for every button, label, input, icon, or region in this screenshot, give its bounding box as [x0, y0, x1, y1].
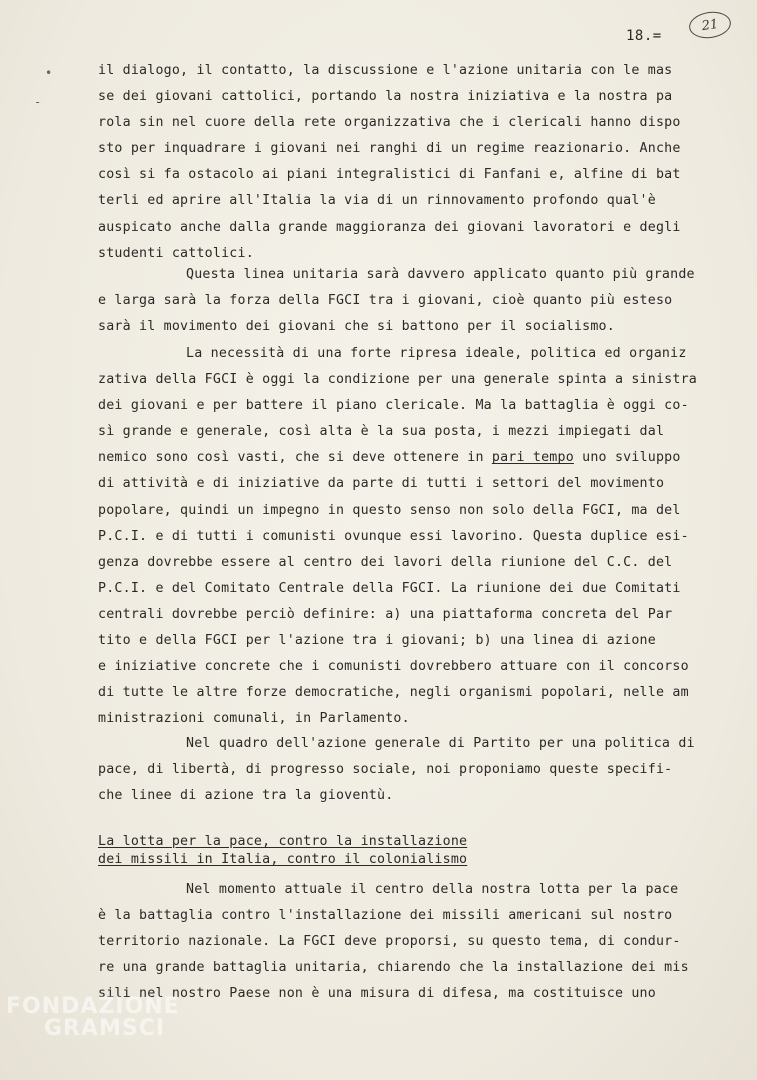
margin-mark: -	[34, 95, 42, 109]
margin-mark: •	[45, 66, 53, 80]
text-line: di tutte le altre forze democratiche, negli organismi popolari, nelle am	[98, 685, 689, 701]
text-line: di attività e di iniziative da parte di tutti i settori del movimento	[98, 476, 665, 492]
text-line: sto per inquadrare i giovani nei ranghi di un regime reazionario. Anche	[98, 141, 681, 157]
text-line: è la battaglia contro l'installazione dei missili americani sul nostro	[98, 908, 673, 924]
text-line: tito e della FGCI per l'azione tra i giovani; b) una linea di azione	[98, 633, 656, 649]
archive-stamp: 21	[687, 9, 732, 41]
text-line: rola sin nel cuore della rete organizzativa che i clericali hanno dispo	[98, 115, 681, 131]
text-line: pace, di libertà, di progresso sociale, noi proponiamo queste specifi-	[98, 762, 673, 778]
text-line: il dialogo, il contatto, la discussione e l'azione unitaria con le mas	[98, 63, 673, 78]
text-line: ministrazioni comunali, in Parlamento.	[98, 711, 410, 727]
text-line: così si fa ostacolo ai piani integralistici di Fanfani e, alfine di bat	[98, 167, 681, 183]
watermark-line: GRAMSCI	[44, 1016, 166, 1041]
text-line: Nel momento attuale il centro della nostra lotta per la pace	[186, 882, 679, 897]
underlined-phrase: pari tempo	[491, 450, 574, 466]
text-line: La necessità di una forte ripresa ideale, politica ed organiz	[186, 346, 687, 361]
text-fragment: nemico sono così vasti, che si deve ottenere in	[98, 450, 492, 466]
text-line: se dei giovani cattolici, portando la nostra iniziativa e la nostra pa	[98, 89, 673, 105]
text-line: centrali dovrebbe perciò definire: a) una piattaforma concreta del Par	[98, 606, 673, 622]
text-line: P.C.I. e del Comitato Centrale della FGCI. La riunione dei due Comitati	[98, 580, 681, 596]
paragraph-4	[98, 731, 738, 809]
text-fragment: uno sviluppo	[573, 450, 681, 466]
text-line: popolare, quindi un impegno in questo senso non solo della FGCI, ma del	[98, 502, 681, 518]
text-line: auspicato anche dalla grande maggioranza dei giovani lavoratori e degli	[98, 219, 681, 235]
page-number: 18.=	[626, 28, 662, 44]
paragraph-2	[98, 262, 738, 340]
text-line: Questa linea unitaria sarà davvero applicato quanto più grande	[186, 267, 695, 282]
text-line: sì grande e generale, così alta è la sua posta, i mezzi impiegati dal	[98, 424, 665, 440]
text-line: Nel quadro dell'azione generale di Partito per una politica di	[186, 736, 695, 751]
text-line: re una grande battaglia unitaria, chiarendo che la installazione dei mis	[98, 960, 689, 976]
section-heading	[98, 833, 467, 869]
text-line: e iniziative concrete che i comunisti dovrebbero attuare con il concorso	[98, 659, 689, 675]
text-line: P.C.I. e di tutti i comunisti ovunque essi lavorino. Questa duplice esi-	[98, 528, 689, 544]
paragraph-1	[98, 58, 738, 267]
heading-line: dei missili in Italia, contro il colonialismo	[98, 852, 468, 867]
text-line: e larga sarà la forza della FGCI tra i giovani, cioè quanto più esteso	[98, 293, 673, 309]
text-line: territorio nazionale. La FGCI deve proporsi, su questo tema, di condur-	[98, 934, 681, 950]
text-line	[98, 445, 738, 471]
watermark-line: FONDAZIONE	[6, 994, 180, 1019]
watermark-logo	[6, 996, 180, 1040]
paragraph-5	[98, 877, 738, 1007]
text-line: terli ed aprire all'Italia la via di un rinnovamento profondo qual'è	[98, 193, 656, 209]
text-line: sarà il movimento dei giovani che si battono per il socialismo.	[98, 319, 615, 335]
heading-line: La lotta per la pace, contro la installazione	[98, 834, 468, 849]
text-line: zativa della FGCI è oggi la condizione per una generale spinta a sinistra	[98, 372, 697, 388]
text-line: genza dovrebbe essere al centro dei lavori della riunione del C.C. del	[98, 554, 673, 570]
text-line: che linee di azione tra la gioventù.	[98, 788, 394, 804]
text-line: sili nel nostro Paese non è una misura di difesa, ma costituisce uno	[98, 986, 656, 1002]
text-line: dei giovani e per battere il piano clericale. Ma la battaglia è oggi co-	[98, 398, 689, 414]
paragraph-3	[98, 341, 738, 732]
text-line: studenti cattolici.	[98, 245, 254, 261]
